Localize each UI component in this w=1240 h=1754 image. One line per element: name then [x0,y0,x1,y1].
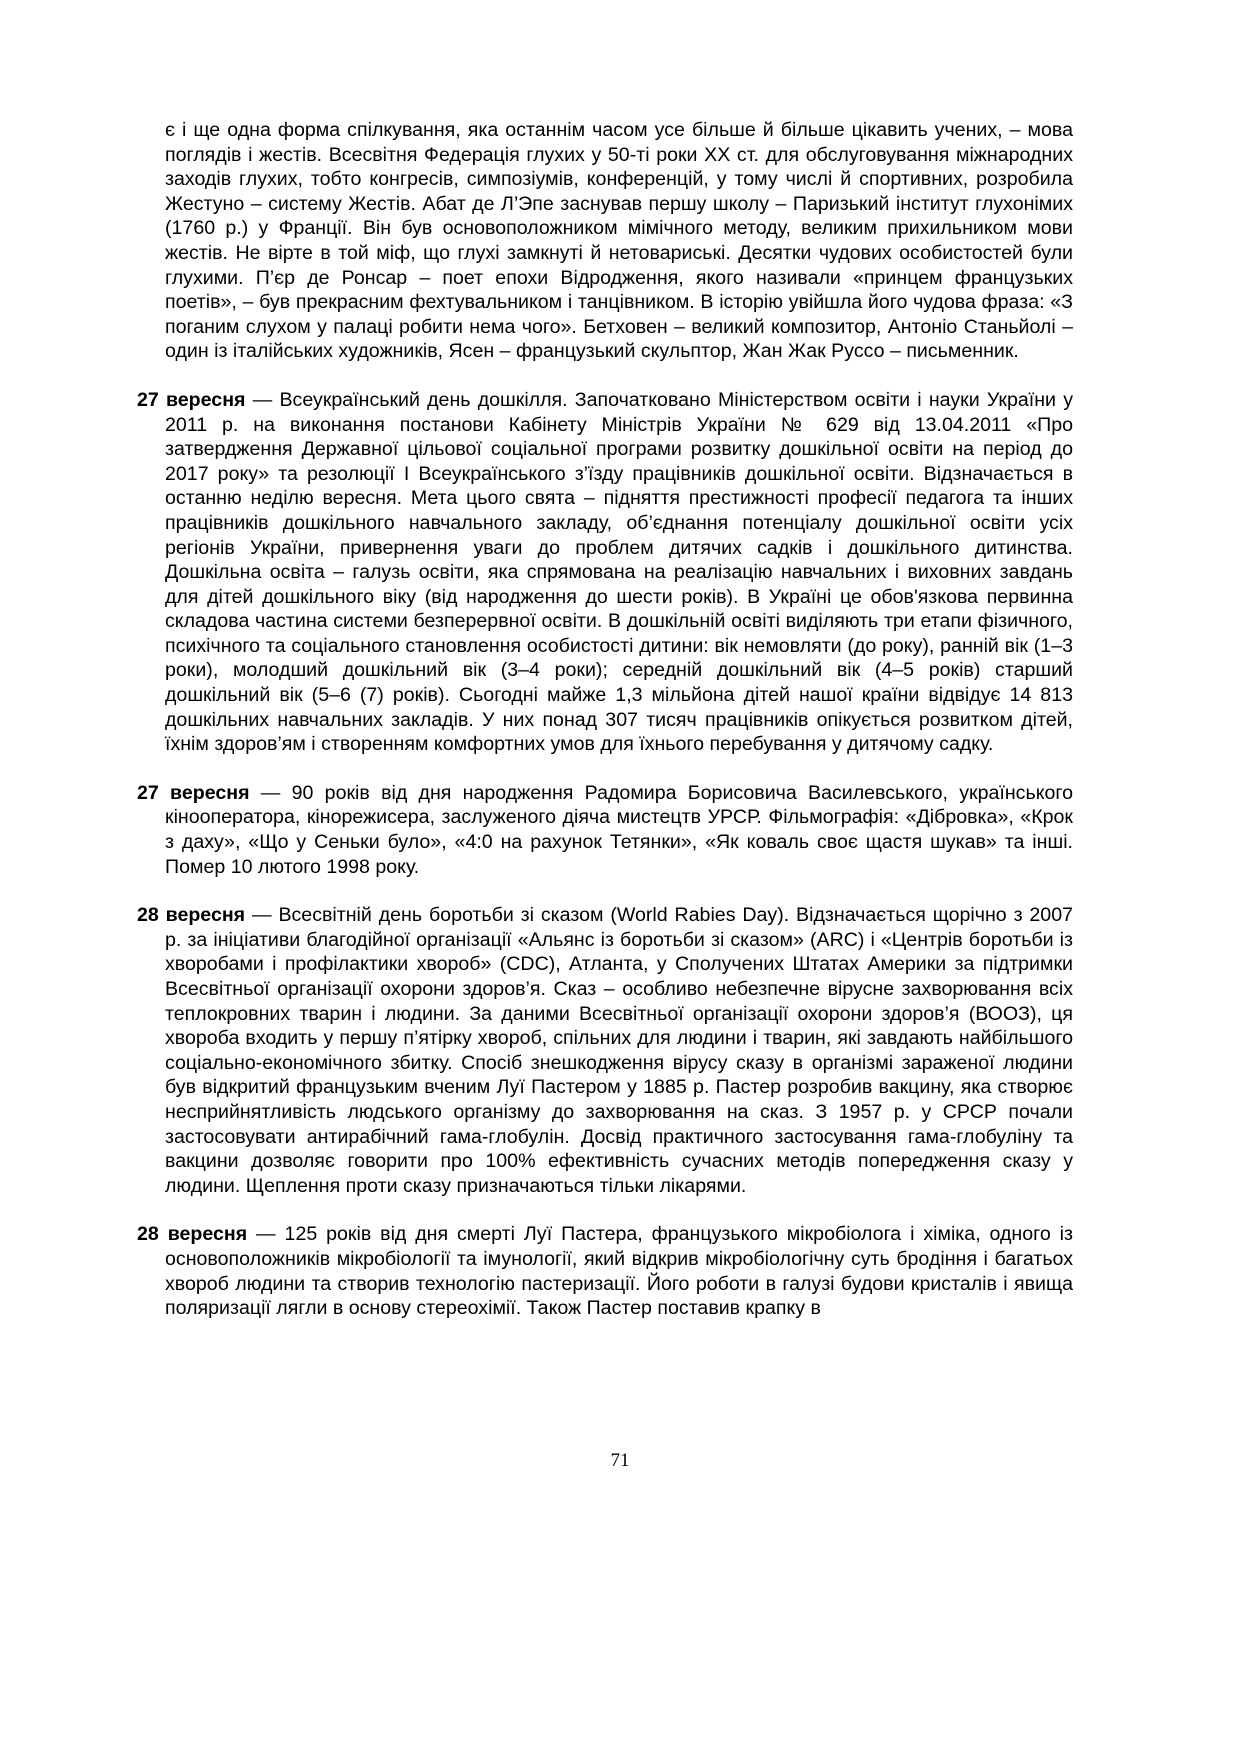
entry-paragraph [137,1222,1073,1320]
entry-date: 27 вересня [137,781,250,804]
entry-text: — Всесвітній день боротьби зі сказом (World Rabies Day). Відзначається щорічно з 2007 р. за ініціативи благодійної організації «Альянс із боротьби зі сказом» (ARC) і «Центрів боротьби із хворобами і профілактики хвороб» (CDC), Атланта, у Сполучених Штатах Америки за підтримки Всесвітньої організації охорони здоров’я. Сказ – особливо небезпечне вірусне захворювання всіх теплокровних тварин і людини. За даними Всесвітньої організації охорони здоров’я (ВООЗ), ця хвороба входить у першу п’ятірку хвороб, спільних для людини і тварин, які завдають найбільшого соціально-економічного збитку. Спосіб знешкодження вірусу сказу в організмі зараженої людини був відкритий французьким вченим Луї Пастером у 1885 р. Пастер розробив вакцину, яка створює несприйнятливість людського організму до захворювання на сказ. З 1957 р. у СРСР почали застосовувати антирабічний гама-глобулін. Досвід практичного застосування гама-глобуліну та вакцини дозволяє говорити про 100% ефективність сучасних методів попередження сказу у людини. Щеплення проти сказу призначаються тільки лікарями. [165,904,1073,1197]
entry-date: 27 вересня [137,388,246,411]
entry-text: — 125 років від дня смерті Луї Пастера, французького мікробіолога і хіміка, одного із основоположників мікробіології та імунології, який відкрив мікробіологічну суть бродіння і багатьох хвороб людини та створив технологію пастеризації. Його роботи в галузі будови кристалів і явища поляризації лягли в основу стереохімії. Також Пастер поставив крапку в [165,1223,1073,1320]
entry-paragraph [137,781,1073,879]
page-body [137,118,1073,1321]
entry-text: — Всеукраїнський день дошкілля. Започатковано Міністерством освіти і науки України у 2011 р. на виконання постанови Кабінету Міністрів України № 629 від 13.04.2011 «Про затвердження Державної цільової соціальної програми розвитку дошкільної освіти на період до 2017 року» та резолюції І Всеукраїнського з’їзду працівників дошкільної освіти. Відзначається в останню неділю вересня. Мета цього свята – підняття престижності професії педагога та інших працівників дошкільного навчального закладу, об’єднання потенціалу дошкільної освіти усіх регіонів України, привернення уваги до проблем дитячих садків і дошкільного дитинства. Дошкільна освіта – галузь освіти, яка спрямована на реалізацію навчальних і виховних завдань для дітей дошкільного віку (від народження до шести років). В Україні це обов'язкова первинна складова частина системи безперервної освіти. В дошкільній освіті виділяють три етапи фізичного, психічного та соціального становлення особистості дитини: вік немовляти (до року), ранній вік (1–3 роки), молодший дошкільний вік (3–4 роки); середній дошкільний вік (4–5 років) старший дошкільний вік (5–6 (7) років). Сьогодні майже 1,3 мільйона дітей нашої країни відвідує 14 813 дошкільних навчальних закладів. У них понад 307 тисяч працівників опікується розвитком дітей, їхнім здоров’ям і створенням комфортних умов для їхнього перебування у дитячому садку. [165,388,1073,756]
page-number: 71 [610,1450,630,1471]
entry-date: 28 вересня [137,1223,248,1246]
entry-text: — 90 років від дня народження Радомира Борисовича Василевського, українського кінооператора, кінорежисера, заслуженого діяча мистецтв УРСР. Фільмографія: «Дібровка», «Крок з даху», «Що у Сеньки було», «4:0 на рахунок Тетянки», «Як коваль своє щастя шукав» та інші. Помер 10 лютого 1998 року. [165,781,1073,878]
entry-paragraph [137,388,1073,757]
entry-date: 28 вересня [137,904,246,927]
entry-paragraph [137,903,1073,1198]
intro-paragraph: є і ще одна форма спілкування, яка останнім часом усе більше й більше цікавить учених, – мова поглядів і жестів. Всесвітня Федерація глухих у 50-ті роки XX ст. для обслуговування міжнародних заходів глухих, тобто конгресів, симпозіумів, конференцій, у тому числі й спортивних, розробила Жестуно – систему Жестів. Абат де Л’Эпе заснував першу школу – Паризький інститут глухонімих (1760 р.) у Франції. Він був основоположником мімічного методу, великим прихильником мови жестів. Не вірте в той міф, що глухі замкнуті й нетовариські. Десятки чудових особистостей були глухими. П’єр де Ронсар – поет епохи Відродження, якого називали «принцем французьких поетів», – був прекрасним фехтувальником і танцівником. В історію увійшла його чудова фраза: «З поганим слухом у палаці робити нема чого». Бетховен – великий композитор, Антоніо Станьйолі – один із італійських художників, Ясен – французький скульптор, Жан Жак Руссо – письменник. [165,119,1073,363]
